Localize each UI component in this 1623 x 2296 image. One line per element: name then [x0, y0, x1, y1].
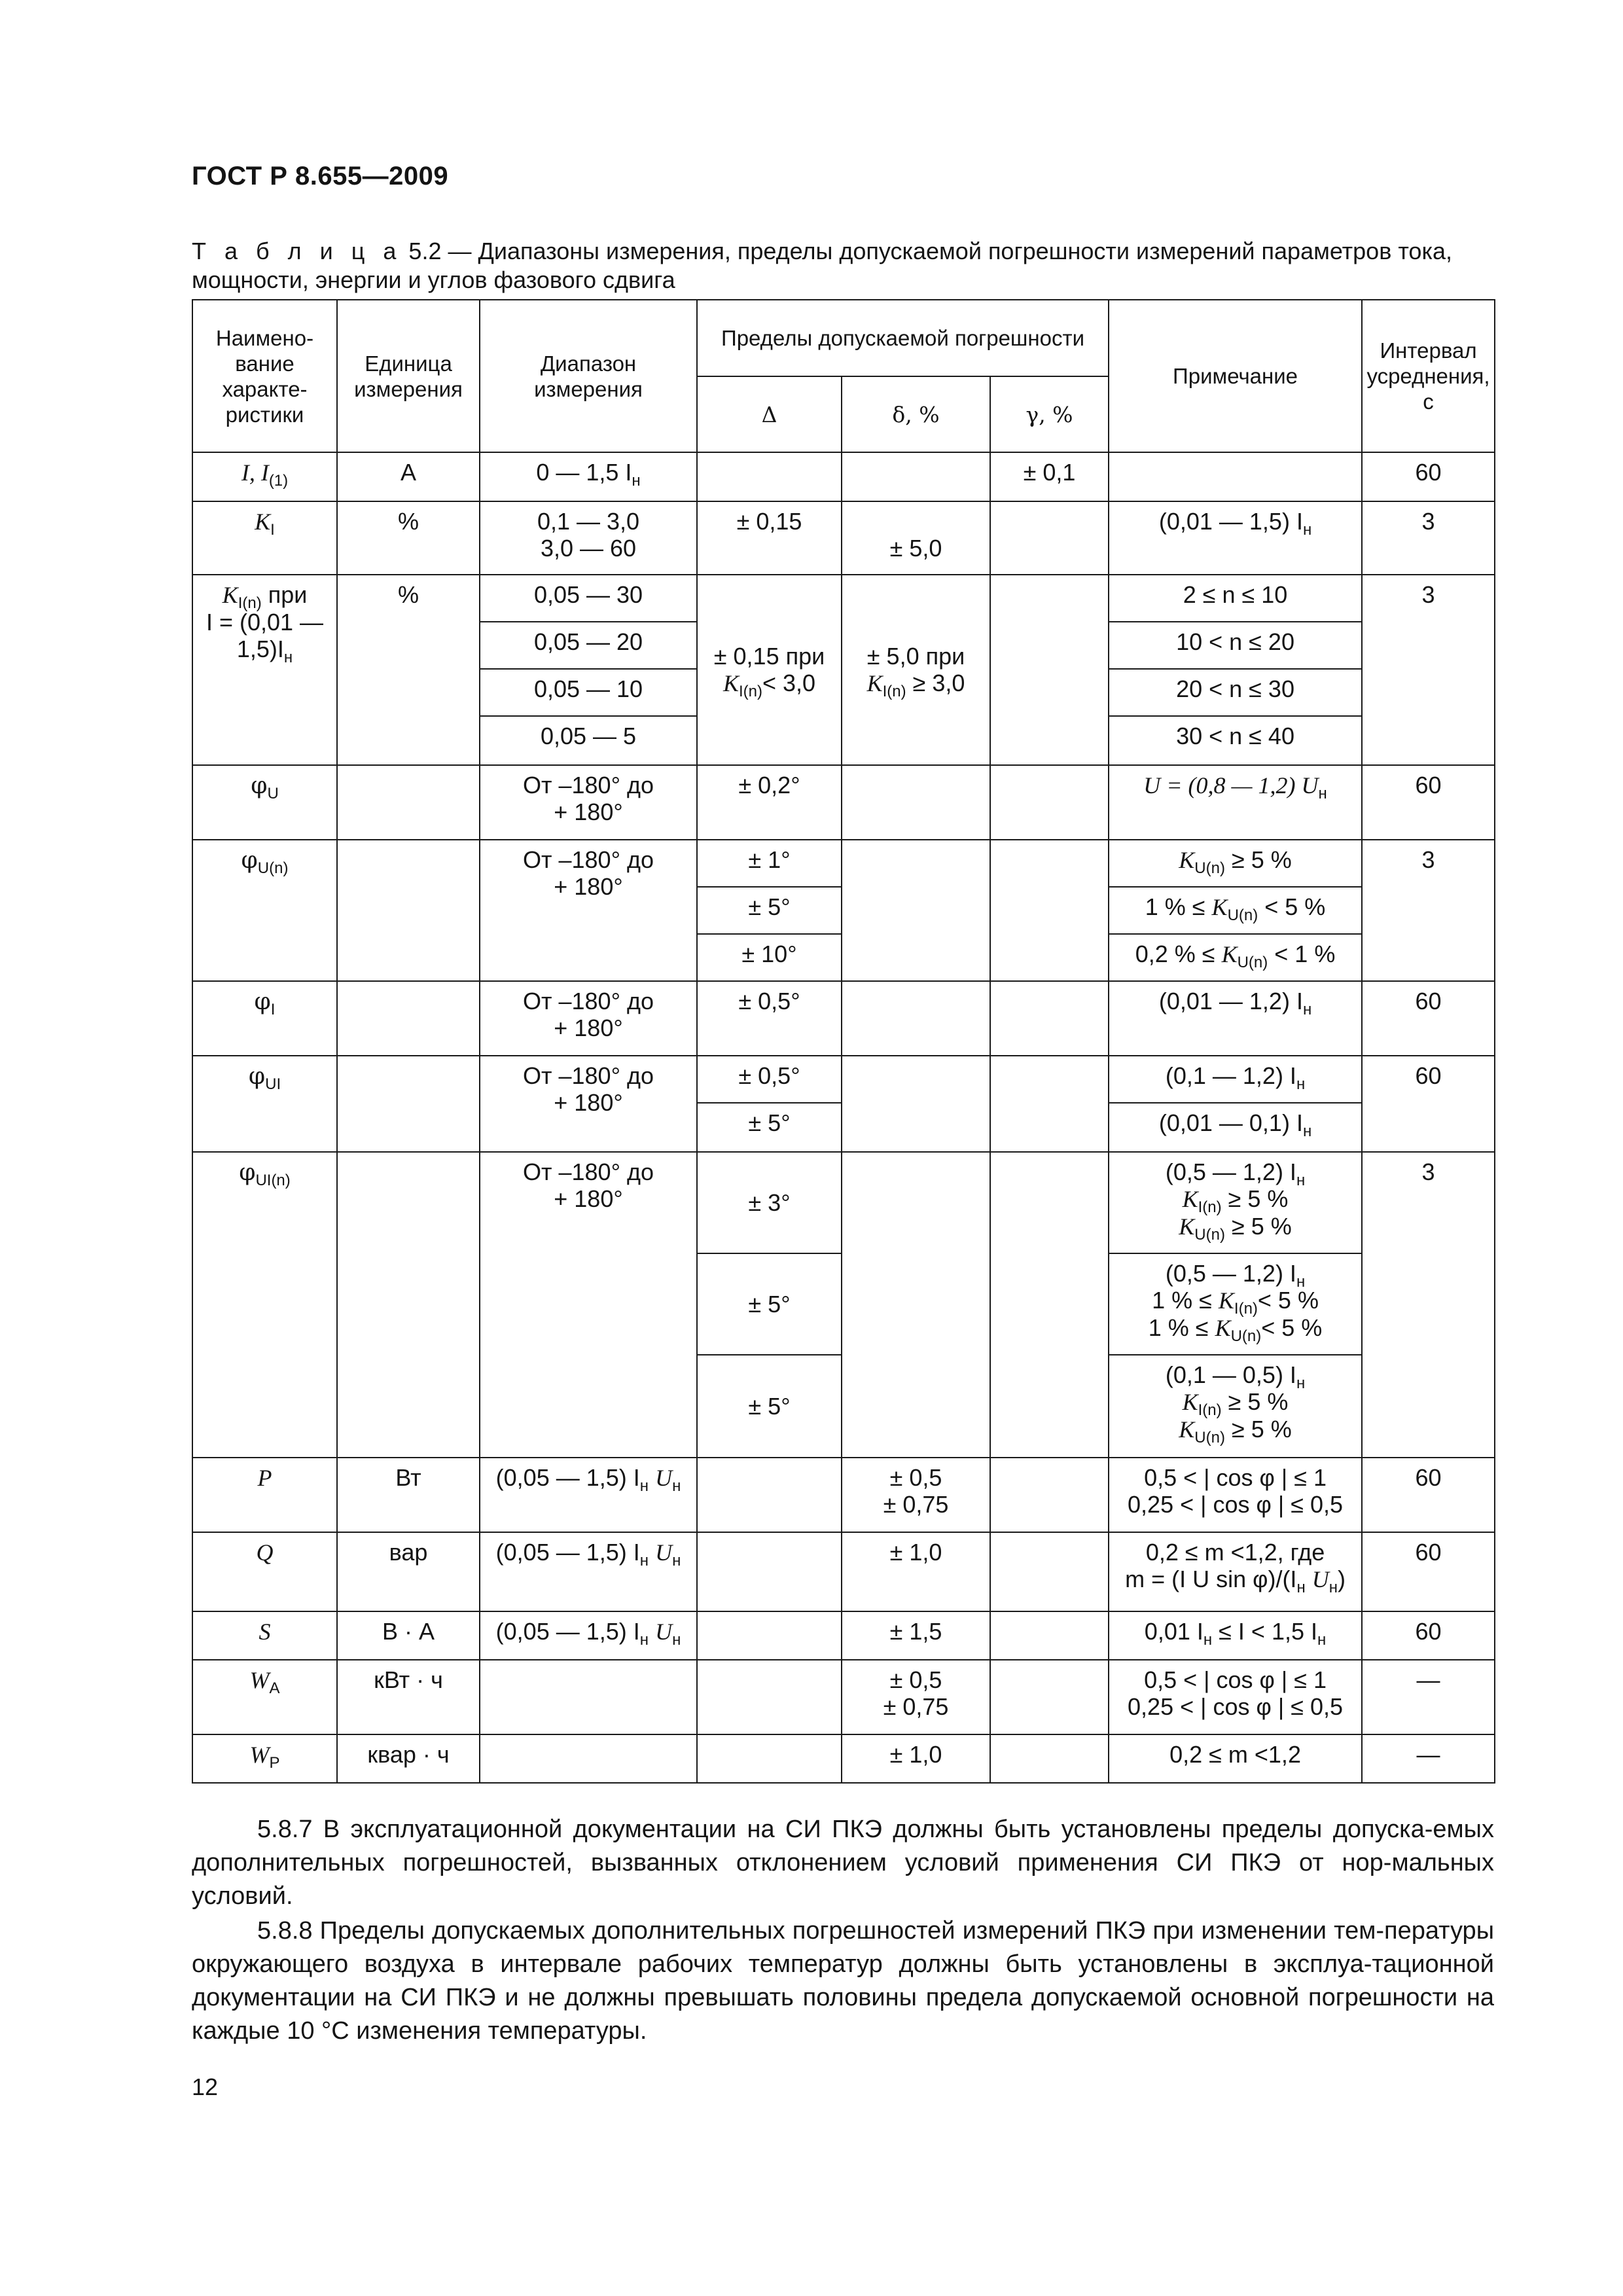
paragraph-5-8-8: 5.8.8 Пределы допускаемых дополнительных погрешностей измерений ПКЭ при изменении тем-пературы окружающего воздуха в интервале рабочих температур должны быть установлены в эксплуа-тационной документации на СИ ПКЭ и не должны превышать половины предела допускаемой основной погрешности на каждые 10 °С изменения температуры. — [192, 1917, 1494, 2045]
cell-unit: кВт · ч — [337, 1660, 480, 1734]
cell-note: 10 < n ≤ 20 — [1109, 622, 1362, 669]
table-row — [192, 452, 1495, 501]
cell-delta-abs — [697, 1532, 842, 1611]
cell-range: От –180° до + 180° — [480, 1056, 697, 1152]
table-row — [192, 981, 1495, 1056]
cell-note: (0,1 — 1,2) $I_н$ — [1109, 1056, 1362, 1103]
cell-note: $K_{U(n)} \ge 5$ % — [1109, 840, 1362, 887]
cell-note: (0,5 — 1,2) $I_н$ 1 % ≤ $K_{I(n)}< 5$ % 1 % ≤ $K_{U(n)}< 5$ % — [1109, 1253, 1362, 1355]
measurement-table — [192, 299, 1495, 1784]
cell-range — [480, 1660, 697, 1734]
cell-interval: 3 — [1362, 840, 1495, 981]
cell-name: $K_{I(n)}$ при I = (0,01 — $1,5)I_н$ — [192, 575, 337, 765]
cell-delta-abs: ± 0,2° — [697, 765, 842, 840]
cell-name: $\varphi_I$ — [192, 981, 337, 1056]
header-delta-rel: δ, % — [842, 376, 990, 452]
cell-delta-rel: ± 1,0 — [842, 1532, 990, 1611]
cell-note: (0,01 — 1,2) $I_н$ — [1109, 981, 1362, 1056]
cell-delta-rel: ± 0,5 ± 0,75 — [842, 1458, 990, 1532]
cell-note: 0,5 < | cos φ | ≤ 1 0,25 < | cos φ | ≤ 0,5 — [1109, 1458, 1362, 1532]
header-name: Наимено- вание характе- ристики — [192, 300, 337, 452]
cell-unit: В · А — [337, 1611, 480, 1660]
cell-delta-rel — [842, 840, 990, 981]
header-limits: Пределы допускаемой погрешности — [697, 300, 1109, 376]
cell-interval: — — [1362, 1734, 1495, 1783]
cell-delta-abs: ± 1° — [697, 840, 842, 887]
header-range: Диапазон измерения — [480, 300, 697, 452]
cell-range: 0,05 — 5 — [480, 716, 697, 765]
table-row — [192, 1056, 1495, 1103]
cell-gamma — [990, 1056, 1109, 1152]
cell-delta-rel: ± 0,5 ± 0,75 — [842, 1660, 990, 1734]
cell-gamma — [990, 840, 1109, 981]
cell-range: От –180° до + 180° — [480, 765, 697, 840]
cell-delta-abs — [697, 1734, 842, 1783]
cell-name: I, $I_{(1)}$ — [192, 452, 337, 501]
cell-name: P — [192, 1458, 337, 1532]
table-row — [192, 1611, 1495, 1660]
cell-note: (0,5 — 1,2) $I_н$ $K_{I(n)} \ge 5$ % $K_{U(n)} \ge 5$ % — [1109, 1152, 1362, 1253]
cell-interval: 60 — [1362, 981, 1495, 1056]
table-row — [192, 765, 1495, 840]
cell-gamma — [990, 1660, 1109, 1734]
cell-delta-rel: ± 1,0 — [842, 1734, 990, 1783]
header-delta-abs: Δ — [697, 376, 842, 452]
cell-interval: 3 — [1362, 575, 1495, 765]
cell-unit: % — [337, 501, 480, 575]
cell-gamma — [990, 1734, 1109, 1783]
cell-name: $K_I$ — [192, 501, 337, 575]
cell-delta-rel — [842, 452, 990, 501]
cell-delta-abs: ± 5° — [697, 1253, 842, 1355]
table-row — [192, 1734, 1495, 1783]
cell-unit — [337, 765, 480, 840]
cell-interval: 3 — [1362, 501, 1495, 575]
cell-range: 0,05 — 20 — [480, 622, 697, 669]
cell-gamma: ± 0,1 — [990, 452, 1109, 501]
cell-unit: вар — [337, 1532, 480, 1611]
table-row — [192, 1458, 1495, 1532]
cell-note: U = (0,8 — 1,2) $U_н$ — [1109, 765, 1362, 840]
table-row — [192, 840, 1495, 887]
cell-note: (0,1 — 0,5) $I_н$ $K_{I(n)} \ge 5$ % $K_{U(n)} \ge 5$ % — [1109, 1355, 1362, 1458]
table-caption — [192, 237, 1497, 295]
cell-note: (0,01 — 1,5) $I_н$ — [1109, 501, 1362, 575]
cell-interval: 60 — [1362, 1532, 1495, 1611]
table-row — [192, 1660, 1495, 1734]
table-row — [192, 575, 1495, 622]
cell-unit — [337, 1056, 480, 1152]
document-header: ГОСТ Р 8.655—2009 — [192, 162, 449, 190]
cell-note: 30 < n ≤ 40 — [1109, 716, 1362, 765]
cell-unit: % — [337, 575, 480, 765]
cell-gamma — [990, 1611, 1109, 1660]
table-row — [192, 1532, 1495, 1611]
cell-note: 0,2 ≤ m <1,2, где m = (I U $\sin \varphi)/(I_н$ $U_н$) — [1109, 1532, 1362, 1611]
cell-note: 0,2 ≤ m <1,2 — [1109, 1734, 1362, 1783]
cell-delta-abs: ± 5° — [697, 1355, 842, 1458]
cell-note: 0,2 % ≤ $K_{U(n)} < 1$ % — [1109, 934, 1362, 981]
cell-delta-rel — [842, 1056, 990, 1152]
cell-unit — [337, 1152, 480, 1458]
cell-delta-rel — [842, 981, 990, 1056]
header-unit: Единица измерения — [337, 300, 480, 452]
cell-gamma — [990, 575, 1109, 765]
cell-delta-abs — [697, 1660, 842, 1734]
cell-name: $\varphi_U$ — [192, 765, 337, 840]
cell-name: $W_A$ — [192, 1660, 337, 1734]
cell-delta-rel — [842, 1152, 990, 1458]
cell-delta-abs — [697, 452, 842, 501]
cell-gamma — [990, 765, 1109, 840]
cell-note: 0,01 $I_н \le I < 1,5$ $I_н$ — [1109, 1611, 1362, 1660]
cell-name: S — [192, 1611, 337, 1660]
cell-delta-abs — [697, 1611, 842, 1660]
cell-delta-abs: ± 0,15 при $K_{I(n)}< 3,0$ — [697, 575, 842, 765]
cell-range: 0,05 — 10 — [480, 669, 697, 716]
table-row — [192, 501, 1495, 575]
cell-interval: 60 — [1362, 452, 1495, 501]
cell-unit — [337, 840, 480, 981]
header-note: Примечание — [1109, 300, 1362, 452]
table-caption-label: Т а б л и ц а — [192, 238, 402, 264]
cell-range: (0,05 — 1,5) $I_н$ $U_н$ — [480, 1532, 697, 1611]
cell-note — [1109, 452, 1362, 501]
cell-range — [480, 1734, 697, 1783]
cell-delta-rel: ± 5,0 — [842, 501, 990, 575]
cell-note: 2 ≤ n ≤ 10 — [1109, 575, 1362, 622]
paragraph-5-8-7: 5.8.7 В эксплуатационной документации на СИ ПКЭ должны быть установлены пределы допуска-емых дополнительных погрешностей, вызванных отклонением условий применения СИ ПКЭ от нор-мальных условий. — [192, 1816, 1494, 1910]
cell-delta-abs: ± 5° — [697, 887, 842, 934]
cell-range: 0,1 — 3,0 3,0 — 60 — [480, 501, 697, 575]
cell-range: (0,05 — 1,5) $I_н$ $U_н$ — [480, 1458, 697, 1532]
cell-delta-abs: ± 10° — [697, 934, 842, 981]
cell-range: От –180° до + 180° — [480, 1152, 697, 1458]
cell-delta-abs: ± 0,15 — [697, 501, 842, 575]
page-number: 12 — [192, 2073, 219, 2100]
cell-unit: квар · ч — [337, 1734, 480, 1783]
table-row — [192, 1152, 1495, 1253]
cell-note: 1 % ≤ $K_{U(n)} < 5$ % — [1109, 887, 1362, 934]
cell-interval: 60 — [1362, 1611, 1495, 1660]
cell-name: $\varphi_{U(n)}$ — [192, 840, 337, 981]
cell-delta-abs: ± 3° — [697, 1152, 842, 1253]
cell-name: $\varphi_{UI(n)}$ — [192, 1152, 337, 1458]
cell-range: 0 — 1,5 $I_н$ — [480, 452, 697, 501]
cell-delta-rel — [842, 765, 990, 840]
cell-unit: Вт — [337, 1458, 480, 1532]
cell-interval: 60 — [1362, 765, 1495, 840]
cell-gamma — [990, 1152, 1109, 1458]
cell-note: 0,5 < | cos φ | ≤ 1 0,25 < | cos φ | ≤ 0,5 — [1109, 1660, 1362, 1734]
cell-range: От –180° до + 180° — [480, 981, 697, 1056]
cell-delta-rel: ± 1,5 — [842, 1611, 990, 1660]
cell-interval: 60 — [1362, 1056, 1495, 1152]
cell-name: Q — [192, 1532, 337, 1611]
cell-delta-abs: ± 5° — [697, 1103, 842, 1152]
cell-delta-abs — [697, 1458, 842, 1532]
cell-note: (0,01 — 0,1) $I_н$ — [1109, 1103, 1362, 1152]
cell-gamma — [990, 501, 1109, 575]
cell-gamma — [990, 1458, 1109, 1532]
header-interval: Интервал усреднения, с — [1362, 300, 1495, 452]
cell-interval: 60 — [1362, 1458, 1495, 1532]
cell-gamma — [990, 1532, 1109, 1611]
cell-gamma — [990, 981, 1109, 1056]
cell-delta-abs: ± 0,5° — [697, 981, 842, 1056]
cell-name: $\varphi_{UI}$ — [192, 1056, 337, 1152]
cell-range: (0,05 — 1,5) $I_н$ $U_н$ — [480, 1611, 697, 1660]
cell-interval: 3 — [1362, 1152, 1495, 1458]
cell-delta-rel: ± 5,0 при $K_{I(n)} \ge 3,0$ — [842, 575, 990, 765]
cell-range: От –180° до + 180° — [480, 840, 697, 981]
cell-interval: — — [1362, 1660, 1495, 1734]
cell-unit: А — [337, 452, 480, 501]
cell-delta-abs: ± 0,5° — [697, 1056, 842, 1103]
cell-note: 20 < n ≤ 30 — [1109, 669, 1362, 716]
cell-unit — [337, 981, 480, 1056]
cell-range: 0,05 — 30 — [480, 575, 697, 622]
header-gamma: γ, % — [990, 376, 1109, 452]
table-caption-text: 5.2 — Диапазоны измерения, пределы допускаемой погрешности измерений параметров тока, мощности, энергии и углов фазового сдвига — [192, 238, 1453, 293]
cell-name: $W_P$ — [192, 1734, 337, 1783]
